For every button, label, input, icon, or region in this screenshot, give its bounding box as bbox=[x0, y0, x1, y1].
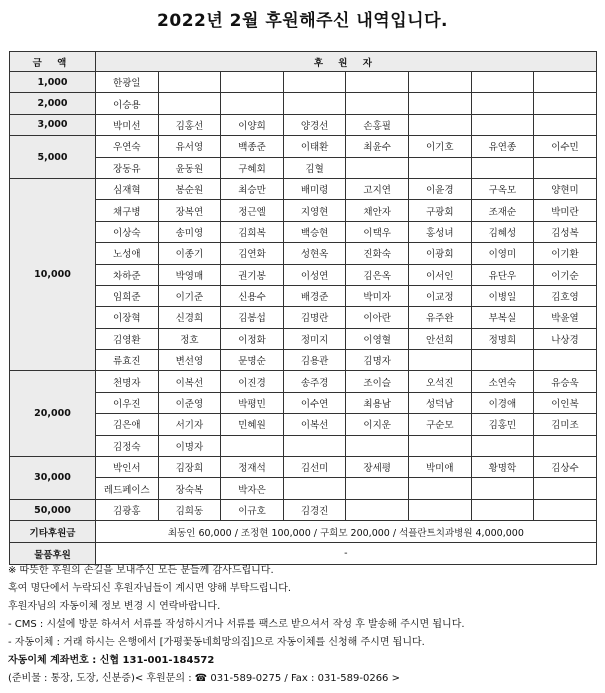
donor-name-cell: 이기순 bbox=[534, 264, 597, 285]
donor-name-cell: 유서영 bbox=[158, 136, 221, 157]
donor-name-cell: 김홍선 bbox=[158, 114, 221, 135]
donor-name-cell bbox=[221, 93, 284, 114]
note-line-3: - CMS : 시설에 방문 하셔서 서류를 작성하시거나 서류를 팩스로 받으셔서 작성 후 발송해 주시면 됩니다. bbox=[8, 619, 465, 630]
amount-cell: 30,000 bbox=[10, 457, 96, 500]
donor-name-cell: 구혜회 bbox=[221, 157, 284, 178]
note-line-4: - 자동이체 : 거래 하시는 은행에서 [가평꽃동네희망의집]으로 자동이체를 신청해 주시면 됩니다. bbox=[8, 637, 425, 648]
donor-name-cell: 박자은 bbox=[221, 478, 284, 499]
donor-name-cell: 김명자 bbox=[346, 350, 409, 371]
other-donation-text: 최동인 60,000 / 조정현 100,000 / 구희모 200,000 / 석플란트치과병원 4,000,000 bbox=[96, 521, 597, 543]
table-row bbox=[10, 350, 597, 371]
table-row bbox=[10, 371, 597, 392]
donor-name-cell: 유주완 bbox=[408, 307, 471, 328]
page-title: 2022년 2월 후원해주신 내역입니다. bbox=[157, 11, 448, 31]
donor-name-cell: 유연종 bbox=[471, 136, 534, 157]
donor-name-cell: 레드페이스 bbox=[96, 478, 159, 499]
donor-name-cell bbox=[534, 499, 597, 520]
donor-name-cell: 이지운 bbox=[346, 414, 409, 435]
donor-name-cell: 이수연 bbox=[283, 392, 346, 413]
donor-name-cell: 김상수 bbox=[534, 457, 597, 478]
donor-name-cell: 성현옥 bbox=[283, 243, 346, 264]
table-row bbox=[10, 328, 597, 349]
donor-name-cell: 진화숙 bbox=[346, 243, 409, 264]
table-row bbox=[10, 478, 597, 499]
donor-name-cell: 최용남 bbox=[346, 392, 409, 413]
donor-name-cell: 오석진 bbox=[408, 371, 471, 392]
donor-name-cell bbox=[283, 72, 346, 93]
donor-name-cell bbox=[408, 350, 471, 371]
donor-name-cell: 지영현 bbox=[283, 200, 346, 221]
donor-name-cell: 이종기 bbox=[158, 243, 221, 264]
donor-name-cell: 송주경 bbox=[283, 371, 346, 392]
donor-name-cell: 박미자 bbox=[346, 285, 409, 306]
donor-name-cell: 차하준 bbox=[96, 264, 159, 285]
donor-name-cell: 박윤열 bbox=[534, 307, 597, 328]
donor-name-cell: 박미란 bbox=[534, 200, 597, 221]
table-row bbox=[10, 93, 597, 114]
donor-name-cell: 김명란 bbox=[283, 307, 346, 328]
amount-cell: 20,000 bbox=[10, 371, 96, 457]
donor-name-cell bbox=[471, 72, 534, 93]
donor-name-cell bbox=[408, 499, 471, 520]
donor-name-cell bbox=[408, 114, 471, 135]
donor-name-cell: 김연화 bbox=[221, 243, 284, 264]
donor-name-cell bbox=[346, 478, 409, 499]
donor-name-cell: 권기봉 bbox=[221, 264, 284, 285]
donor-name-cell: 김선미 bbox=[283, 457, 346, 478]
table-row bbox=[10, 157, 597, 178]
donor-name-cell: 변선영 bbox=[158, 350, 221, 371]
donor-name-cell: 심재혁 bbox=[96, 178, 159, 199]
donor-name-cell: 이윤경 bbox=[408, 178, 471, 199]
donor-name-cell: 문명순 bbox=[221, 350, 284, 371]
donor-name-cell: 조이슬 bbox=[346, 371, 409, 392]
table-row bbox=[10, 200, 597, 221]
donor-name-cell: 홍성녀 bbox=[408, 221, 471, 242]
contact-info: (준비물 : 통장, 도장, 신분증)< 후원문의 : ☎ 031-589-0275 / Fax : 031-589-0266 > bbox=[8, 673, 400, 684]
other-donation-row bbox=[10, 521, 597, 543]
table-row bbox=[10, 414, 597, 435]
donor-name-cell: 이태환 bbox=[283, 136, 346, 157]
donor-name-cell: 이복선 bbox=[283, 414, 346, 435]
amount-cell: 1,000 bbox=[10, 72, 96, 93]
donor-name-cell: 백종준 bbox=[221, 136, 284, 157]
donor-name-cell: 서기자 bbox=[158, 414, 221, 435]
donor-name-cell: 성덕남 bbox=[408, 392, 471, 413]
donor-name-cell: 채구병 bbox=[96, 200, 159, 221]
amount-cell: 5,000 bbox=[10, 136, 96, 179]
donor-name-cell: 이서인 bbox=[408, 264, 471, 285]
donor-name-cell: 한광일 bbox=[96, 72, 159, 93]
donor-name-cell bbox=[158, 93, 221, 114]
donor-name-cell: 김영환 bbox=[96, 328, 159, 349]
donor-name-cell: 이명자 bbox=[158, 435, 221, 456]
donor-name-cell bbox=[346, 93, 409, 114]
donor-name-cell bbox=[408, 157, 471, 178]
donor-name-cell: 배미령 bbox=[283, 178, 346, 199]
donor-name-cell: 채안자 bbox=[346, 200, 409, 221]
donor-name-cell: 노성애 bbox=[96, 243, 159, 264]
donor-name-cell bbox=[346, 157, 409, 178]
donor-name-cell: 김정숙 bbox=[96, 435, 159, 456]
table-row bbox=[10, 72, 597, 93]
goods-donation-label: 물품후원 bbox=[10, 543, 96, 565]
donor-name-cell: 이정화 bbox=[221, 328, 284, 349]
table-row bbox=[10, 499, 597, 520]
donor-name-cell: 신용수 bbox=[221, 285, 284, 306]
donor-name-cell: 소연숙 bbox=[471, 371, 534, 392]
donor-name-cell bbox=[534, 114, 597, 135]
donor-name-cell bbox=[408, 72, 471, 93]
donor-name-cell: 김용관 bbox=[283, 350, 346, 371]
donor-name-cell bbox=[471, 350, 534, 371]
header-donor: 후 원 자 bbox=[96, 52, 597, 72]
donor-name-cell: 유승욱 bbox=[534, 371, 597, 392]
amount-cell: 50,000 bbox=[10, 499, 96, 520]
donor-name-cell: 이상숙 bbox=[96, 221, 159, 242]
amount-cell: 3,000 bbox=[10, 114, 96, 135]
thanks-note: ※ 따뜻한 후원의 손길을 보내주신 모든 분들께 감사드립니다. bbox=[8, 565, 274, 576]
donor-name-cell bbox=[471, 478, 534, 499]
donor-name-cell: 이준영 bbox=[158, 392, 221, 413]
donor-name-cell: 장숙복 bbox=[158, 478, 221, 499]
amount-cell: 2,000 bbox=[10, 93, 96, 114]
donor-name-cell: 장세평 bbox=[346, 457, 409, 478]
donor-name-cell bbox=[283, 93, 346, 114]
table-row bbox=[10, 136, 597, 157]
donor-name-cell: 김봉섭 bbox=[221, 307, 284, 328]
donor-table bbox=[9, 51, 597, 565]
donor-name-cell: 김홍민 bbox=[471, 414, 534, 435]
donor-name-cell: 이인복 bbox=[534, 392, 597, 413]
donor-name-cell: 황명학 bbox=[471, 457, 534, 478]
donor-name-cell: 부복실 bbox=[471, 307, 534, 328]
donor-name-cell: 이장혁 bbox=[96, 307, 159, 328]
donor-name-cell: 김경진 bbox=[283, 499, 346, 520]
donor-name-cell: 박미선 bbox=[96, 114, 159, 135]
donor-name-cell: 김은애 bbox=[96, 414, 159, 435]
donor-name-cell: 윤동원 bbox=[158, 157, 221, 178]
donor-name-cell bbox=[346, 435, 409, 456]
donor-name-cell bbox=[471, 157, 534, 178]
note-line-2: 후원자님의 자동이체 정보 변경 시 연락바랍니다. bbox=[8, 601, 221, 612]
donor-name-cell bbox=[534, 478, 597, 499]
donor-name-cell bbox=[534, 72, 597, 93]
donor-name-cell bbox=[471, 114, 534, 135]
donor-name-cell: 조재순 bbox=[471, 200, 534, 221]
donor-name-cell: 김희복 bbox=[221, 221, 284, 242]
donor-name-cell: 김성복 bbox=[534, 221, 597, 242]
donor-name-cell: 양경선 bbox=[283, 114, 346, 135]
goods-donation-text: - bbox=[96, 543, 597, 565]
table-row bbox=[10, 457, 597, 478]
table-row bbox=[10, 392, 597, 413]
donor-name-cell bbox=[471, 499, 534, 520]
table-row bbox=[10, 264, 597, 285]
donor-name-cell: 이성연 bbox=[283, 264, 346, 285]
donor-name-cell: 유단우 bbox=[471, 264, 534, 285]
table-row bbox=[10, 221, 597, 242]
donor-name-cell: 이아란 bbox=[346, 307, 409, 328]
donor-name-cell: 김미조 bbox=[534, 414, 597, 435]
donor-name-cell: 김혈 bbox=[283, 157, 346, 178]
donor-name-cell bbox=[283, 478, 346, 499]
donor-name-cell bbox=[408, 435, 471, 456]
donor-name-cell: 김혜성 bbox=[471, 221, 534, 242]
donor-name-cell: 이복선 bbox=[158, 371, 221, 392]
header-amount: 금 액 bbox=[10, 52, 96, 72]
donor-name-cell: 구광회 bbox=[408, 200, 471, 221]
donor-name-cell bbox=[534, 157, 597, 178]
donor-name-cell bbox=[346, 499, 409, 520]
donor-name-cell: 이영미 bbox=[471, 243, 534, 264]
donor-name-cell: 박평민 bbox=[221, 392, 284, 413]
donor-name-cell: 이규호 bbox=[221, 499, 284, 520]
donor-name-cell: 이승용 bbox=[96, 93, 159, 114]
donor-name-cell bbox=[471, 435, 534, 456]
donor-name-cell bbox=[408, 93, 471, 114]
donor-name-cell: 박인서 bbox=[96, 457, 159, 478]
donor-name-cell: 이기준 bbox=[158, 285, 221, 306]
donor-name-cell: 구순모 bbox=[408, 414, 471, 435]
donor-name-cell: 이기호 bbox=[408, 136, 471, 157]
table-row bbox=[10, 307, 597, 328]
donor-name-cell: 김광홍 bbox=[96, 499, 159, 520]
donor-name-cell bbox=[534, 350, 597, 371]
donor-name-cell: 이경애 bbox=[471, 392, 534, 413]
donor-name-cell: 이수민 bbox=[534, 136, 597, 157]
donor-name-cell: 정근엘 bbox=[221, 200, 284, 221]
donor-name-cell: 정명희 bbox=[471, 328, 534, 349]
table-row bbox=[10, 178, 597, 199]
donor-name-cell: 봉순원 bbox=[158, 178, 221, 199]
donor-name-cell bbox=[346, 72, 409, 93]
donor-name-cell: 이기환 bbox=[534, 243, 597, 264]
donor-name-cell: 우연숙 bbox=[96, 136, 159, 157]
donor-name-cell bbox=[534, 93, 597, 114]
table-row bbox=[10, 114, 597, 135]
table-header-row bbox=[10, 52, 597, 72]
notes-section bbox=[8, 562, 598, 688]
table-row bbox=[10, 285, 597, 306]
donor-name-cell: 이병일 bbox=[471, 285, 534, 306]
donor-name-cell: 박영매 bbox=[158, 264, 221, 285]
account-number: 자동이체 계좌번호 : 신협 131-001-184572 bbox=[8, 655, 215, 666]
donor-name-cell: 백승현 bbox=[283, 221, 346, 242]
donor-name-cell: 구옥모 bbox=[471, 178, 534, 199]
donor-name-cell: 이우진 bbox=[96, 392, 159, 413]
donor-name-cell bbox=[221, 435, 284, 456]
donor-name-cell: 장동유 bbox=[96, 157, 159, 178]
donor-name-cell: 이교정 bbox=[408, 285, 471, 306]
amount-cell: 10,000 bbox=[10, 178, 96, 371]
donor-name-cell: 장복연 bbox=[158, 200, 221, 221]
donor-name-cell: 박미애 bbox=[408, 457, 471, 478]
donor-name-cell: 민혜원 bbox=[221, 414, 284, 435]
donor-name-cell: 정호 bbox=[158, 328, 221, 349]
donor-name-cell: 나상경 bbox=[534, 328, 597, 349]
donor-name-cell: 천명자 bbox=[96, 371, 159, 392]
donor-name-cell: 이진경 bbox=[221, 371, 284, 392]
donor-name-cell: 김은옥 bbox=[346, 264, 409, 285]
donor-name-cell: 손홍필 bbox=[346, 114, 409, 135]
donor-name-cell: 최승만 bbox=[221, 178, 284, 199]
donor-name-cell: 김희동 bbox=[158, 499, 221, 520]
donor-name-cell: 송미영 bbox=[158, 221, 221, 242]
donor-name-cell: 이광회 bbox=[408, 243, 471, 264]
donor-name-cell: 최윤수 bbox=[346, 136, 409, 157]
donor-name-cell: 양현미 bbox=[534, 178, 597, 199]
donor-name-cell bbox=[158, 72, 221, 93]
donor-name-cell: 안선희 bbox=[408, 328, 471, 349]
donor-name-cell: 임희준 bbox=[96, 285, 159, 306]
donor-name-cell: 정미지 bbox=[283, 328, 346, 349]
other-donation-label: 기타후원금 bbox=[10, 521, 96, 543]
donor-name-cell: 이양희 bbox=[221, 114, 284, 135]
donor-name-cell: 류효진 bbox=[96, 350, 159, 371]
donor-name-cell: 이택우 bbox=[346, 221, 409, 242]
donor-name-cell: 김장희 bbox=[158, 457, 221, 478]
donor-name-cell bbox=[283, 435, 346, 456]
donor-name-cell: 김호영 bbox=[534, 285, 597, 306]
donor-name-cell bbox=[471, 93, 534, 114]
donor-name-cell: 정재석 bbox=[221, 457, 284, 478]
table-row bbox=[10, 243, 597, 264]
donor-name-cell bbox=[408, 478, 471, 499]
donor-name-cell: 고지연 bbox=[346, 178, 409, 199]
donor-name-cell: 배경준 bbox=[283, 285, 346, 306]
note-line-1: 혹여 명단에서 누락되신 후원자님들이 계시면 양해 부탁드립니다. bbox=[8, 583, 292, 594]
donor-name-cell: 이영혈 bbox=[346, 328, 409, 349]
table-row bbox=[10, 435, 597, 456]
donor-name-cell bbox=[534, 435, 597, 456]
donor-name-cell: 신경희 bbox=[158, 307, 221, 328]
donor-name-cell bbox=[221, 72, 284, 93]
